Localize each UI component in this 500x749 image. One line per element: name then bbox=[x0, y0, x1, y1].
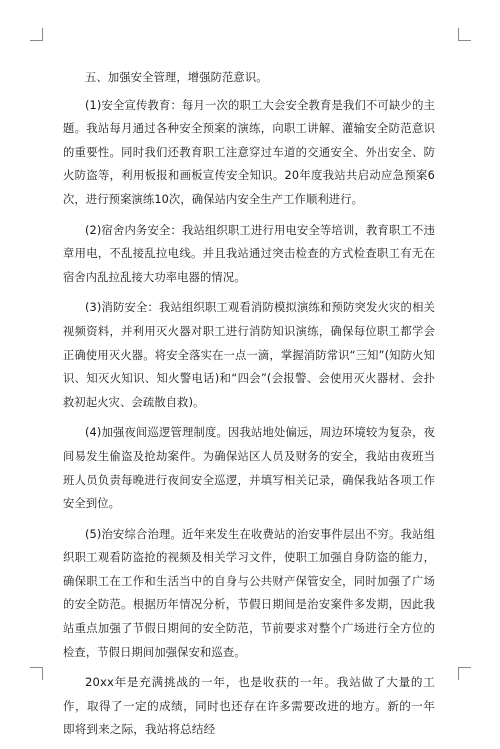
crop-mark-bottom-left bbox=[30, 667, 43, 680]
paragraph-night-patrol: (4)加强夜间巡逻管理制度。因我站地处偏远，周边环境较为复杂，夜间易发生偷盗及抢劫案件。为确保站区人员及财务的安全，我站由夜班当班人员负责每晚进行夜间安全巡逻，并填写相关记录，确保我站各项工作安全到位。 bbox=[63, 426, 435, 511]
paragraph-publicity-education: (1)安全宣传教育：每月一次的职工大会安全教育是我们不可缺少的主题。我站每月通过各种安全预案的演练，向职工讲解、灌输安全防范意识的重要性。同时我们还教育职工注意穿过车道的交通安全、外出安全、防火防盗等，利用板报和画板宣传安全知识。20年度我站共启动应急预案6次，进行预案演练10次，确保站内安全生产工作顺利进行。 bbox=[63, 98, 435, 206]
paragraph-closing: 20xx年是充满挑战的一年，也是收获的一年。我站做了大量的工作，取得了一定的成绩，同时也还存在许多需要改进的地方。新的一年即将到来之际，我站将总结经 bbox=[63, 675, 435, 737]
crop-mark-bottom-right bbox=[458, 667, 471, 680]
paragraph-dormitory-safety: (2)宿舍内务安全：我站组织职工进行用电安全等培训，教育职工不违章用电，不乱接乱拉电线。并且我站通过突击检查的方式检查职工有无在宿舍内乱拉乱接大功率电器的情况。 bbox=[63, 223, 435, 284]
section-heading: 五、加强安全管理，增强防范意识。 bbox=[85, 71, 268, 84]
paragraph-fire-safety: (3)消防安全：我站组织职工观看消防模拟演练和预防突发火灾的相关视频资料，并利用灭火器对职工进行消防知识演练，确保每位职工都学会正确使用灭火器。将安全落实在一点一滴，掌握消防常识“三知”(知防火知识、知灭火知识、知火警电话)和“四会”(会报警、会使用灭火器材、会扑救初起火灾、会疏散自救)。 bbox=[63, 301, 435, 409]
crop-mark-top-left bbox=[30, 28, 43, 41]
paragraph-public-security: (5)治安综合治理。近年来发生在收费站的治安事件层出不穷。我站组织职工观看防盗抢的视频及相关学习文件，使职工加强自身防盗的能力，确保职工在工作和生活当中的自身与公共财产保管安全，同时加强了广场的安全防范。根据历年情况分析，节假日期间是治安案件多发期，因此我站重点加强了节假日期间的安全防范，节前要求对整个广场进行全方位的检查，节假日期间加强保安和巡查。 bbox=[63, 527, 435, 659]
crop-mark-top-right bbox=[458, 28, 471, 41]
document-page bbox=[63, 66, 435, 749]
